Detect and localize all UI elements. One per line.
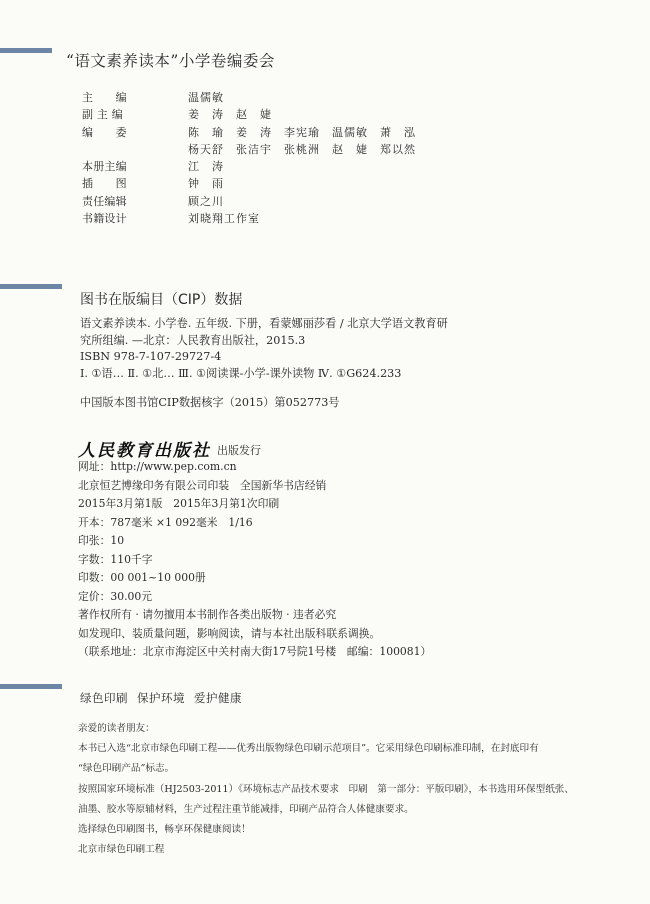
green-title-part: 爱护健康: [194, 691, 242, 705]
credit-value: 江 涛: [188, 160, 224, 174]
imprint-line: 北京恒艺博缘印务有限公司印装 全国新华书店经销: [78, 478, 327, 492]
green-printing-title: [80, 690, 251, 706]
imprint-line: 印数：00 001~10 000册: [78, 571, 206, 584]
credit-label: 主 编: [82, 91, 127, 104]
imprint-line: 著作权所有 · 请勿擅用本书制作各类出版物 · 违者必究: [78, 608, 337, 621]
credit-value: 刘晓翔工作室: [188, 212, 260, 226]
credit-value: 温儒敏: [188, 91, 224, 104]
publisher-logo: 人民教育出版社: [78, 441, 211, 461]
credit-label: 本册主编: [82, 160, 127, 174]
credit-value: 杨天舒 张洁宇 张桃洲 赵 婕 郑以然: [188, 142, 416, 156]
credit-value: 姜 涛 赵 婕: [188, 108, 272, 122]
notice-line: 本书已入选“北京市绿色印刷工程——优秀出版物绿色印刷示范项目”。它采用绿色印刷标准印制，在封底印有: [78, 743, 539, 755]
cip-line: 语文素养读本. 小学卷. 五年级. 下册，看蒙娜丽莎看 / 北京大学语文教育研: [80, 317, 448, 330]
cip-line: ISBN 978-7-107-29727-4: [80, 350, 222, 363]
imprint-line: 开本：787毫米 ×1 092毫米 1/16: [78, 515, 253, 529]
imprint-line: 字数：110千字: [78, 552, 153, 566]
imprint-line: 如发现印、装质量问题，影响阅读，请与本社出版科联系调换。: [78, 626, 381, 640]
credit-label: 插 图: [82, 177, 127, 191]
cip-record: [80, 316, 550, 382]
imprint-line: 2015年3月第1版 2015年3月第1次印刷: [78, 497, 280, 510]
section-accent-bar: [0, 284, 62, 289]
imprint-line: （联系地址：北京市海淀区中关村南大街17号院1号楼 邮编：100081）: [78, 645, 432, 658]
committee-title: “语文素养读本”小学卷编委会: [66, 52, 275, 70]
cip-title: 图书在版编目（CIP）数据: [80, 292, 243, 308]
notice-line: 选择绿色印刷图书，畅享环保健康阅读！: [78, 824, 251, 836]
notice-line: 北京市绿色印刷工程: [78, 844, 165, 856]
cip-line: Ⅰ. ①语… Ⅱ. ①北… Ⅲ. ①阅读课-小学-课外读物 Ⅳ. ①G624.233: [80, 366, 402, 380]
credit-label: 副 主 编: [82, 108, 123, 122]
credit-label: 书籍设计: [82, 212, 127, 226]
credit-value: 陈 瑜 姜 涛 李宪瑜 温儒敏 萧 泓: [188, 125, 416, 139]
green-title-part: 绿色印刷: [80, 691, 128, 705]
green-printing-notice: [78, 719, 638, 860]
imprint-line: 网址：http://www.pep.com.cn: [78, 460, 237, 473]
cip-line: 究所组编. —北京：人民教育出版社，2015.3: [80, 333, 306, 347]
credit-label: 编 委: [82, 125, 127, 139]
publisher-suffix: 出版发行: [217, 444, 261, 457]
imprint-line: 定价：30.00元: [78, 589, 153, 603]
credit-value: 钟 雨: [188, 177, 224, 191]
notice-line: 按照国家环境标准（HJ2503-2011）《环境标志产品技术要求 印刷 第一部分：平版印刷》，本书选用环保型纸张、: [78, 783, 574, 795]
notice-line: “绿色印刷产品”标志。: [78, 763, 175, 775]
notice-line: 亲爱的读者朋友：: [78, 723, 155, 734]
green-title-part: 保护环境: [137, 691, 185, 705]
section-accent-bar: [0, 684, 62, 689]
credit-label: 责任编辑: [82, 194, 127, 208]
imprint-block: [78, 458, 431, 662]
imprint-line: 印张：10: [78, 534, 125, 547]
notice-line: 油墨、胶水等原辅材料，生产过程注重节能减排，印刷产品符合人体健康要求。: [78, 803, 414, 815]
credit-value: 顾之川: [188, 194, 224, 208]
cip-catalog-number: 中国版本图书馆CIP数据核字（2015）第052773号: [80, 396, 340, 409]
section-accent-bar: [0, 48, 52, 53]
